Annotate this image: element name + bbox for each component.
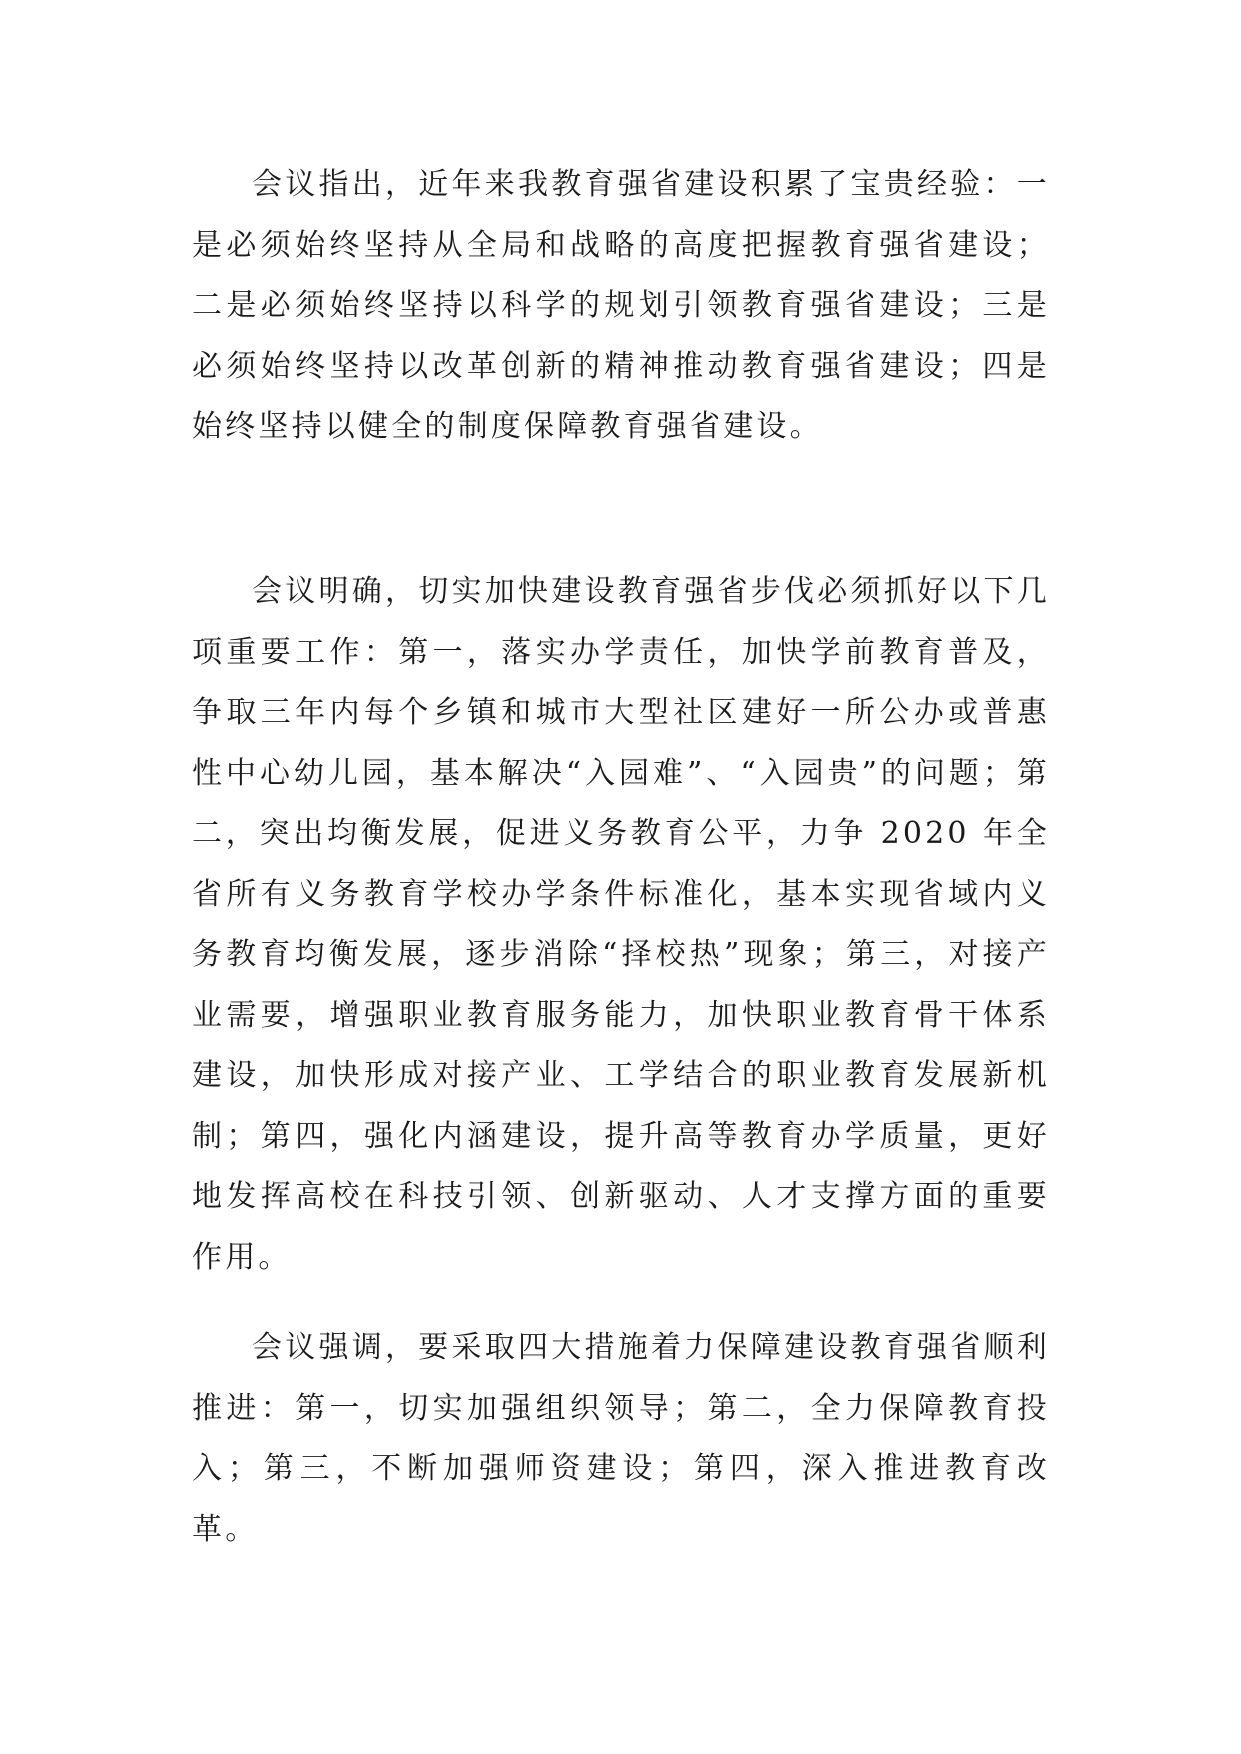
paragraph-experience: 会议指出，近年来我教育强省建设积累了宝贵经验：一是必须始终坚持从全局和战略的高度把握教育强省建设；二是必须始终坚持以科学的规划引领教育强省建设；三是必须始终坚持以改革创新的精神推动教育强省建设；四是始终坚持以健全的制度保障教育强省建设。 [192, 167, 1050, 444]
paragraph-measures: 会议强调，要采取四大措施着力保障建设教育强省顺利推进：第一，切实加强组织领导；第二，全力保障教育投入；第三，不断加强师资建设；第四，深入推进教育改革。 [192, 1330, 1050, 1547]
paragraph-key-tasks: 会议明确，切实加快建设教育强省步伐必须抓好以下几项重要工作：第一，落实办学责任，加快学前教育普及，争取三年内每个乡镇和城市大型社区建好一所公办或普惠性中心幼儿园，基本解决“入园难”、“入园贵”的问题；第二，突出均衡发展，促进义务教育公平，力争 2020 年全省所有义务教育学校办学条件标准化，基本实现省域内义务教育均衡发展，逐步消除“择校热”现象；第三，对接产业需要，增强职业教育服务能力，加快职业教育骨干体系建设，加快形成对接产业、工学结合的职业教育发展新机制；第四，强化内涵建设，提升高等教育办学质量，更好地发挥高校在科技引领、创新驱动、人才支撑方面的重要作用。 [192, 574, 1050, 1275]
